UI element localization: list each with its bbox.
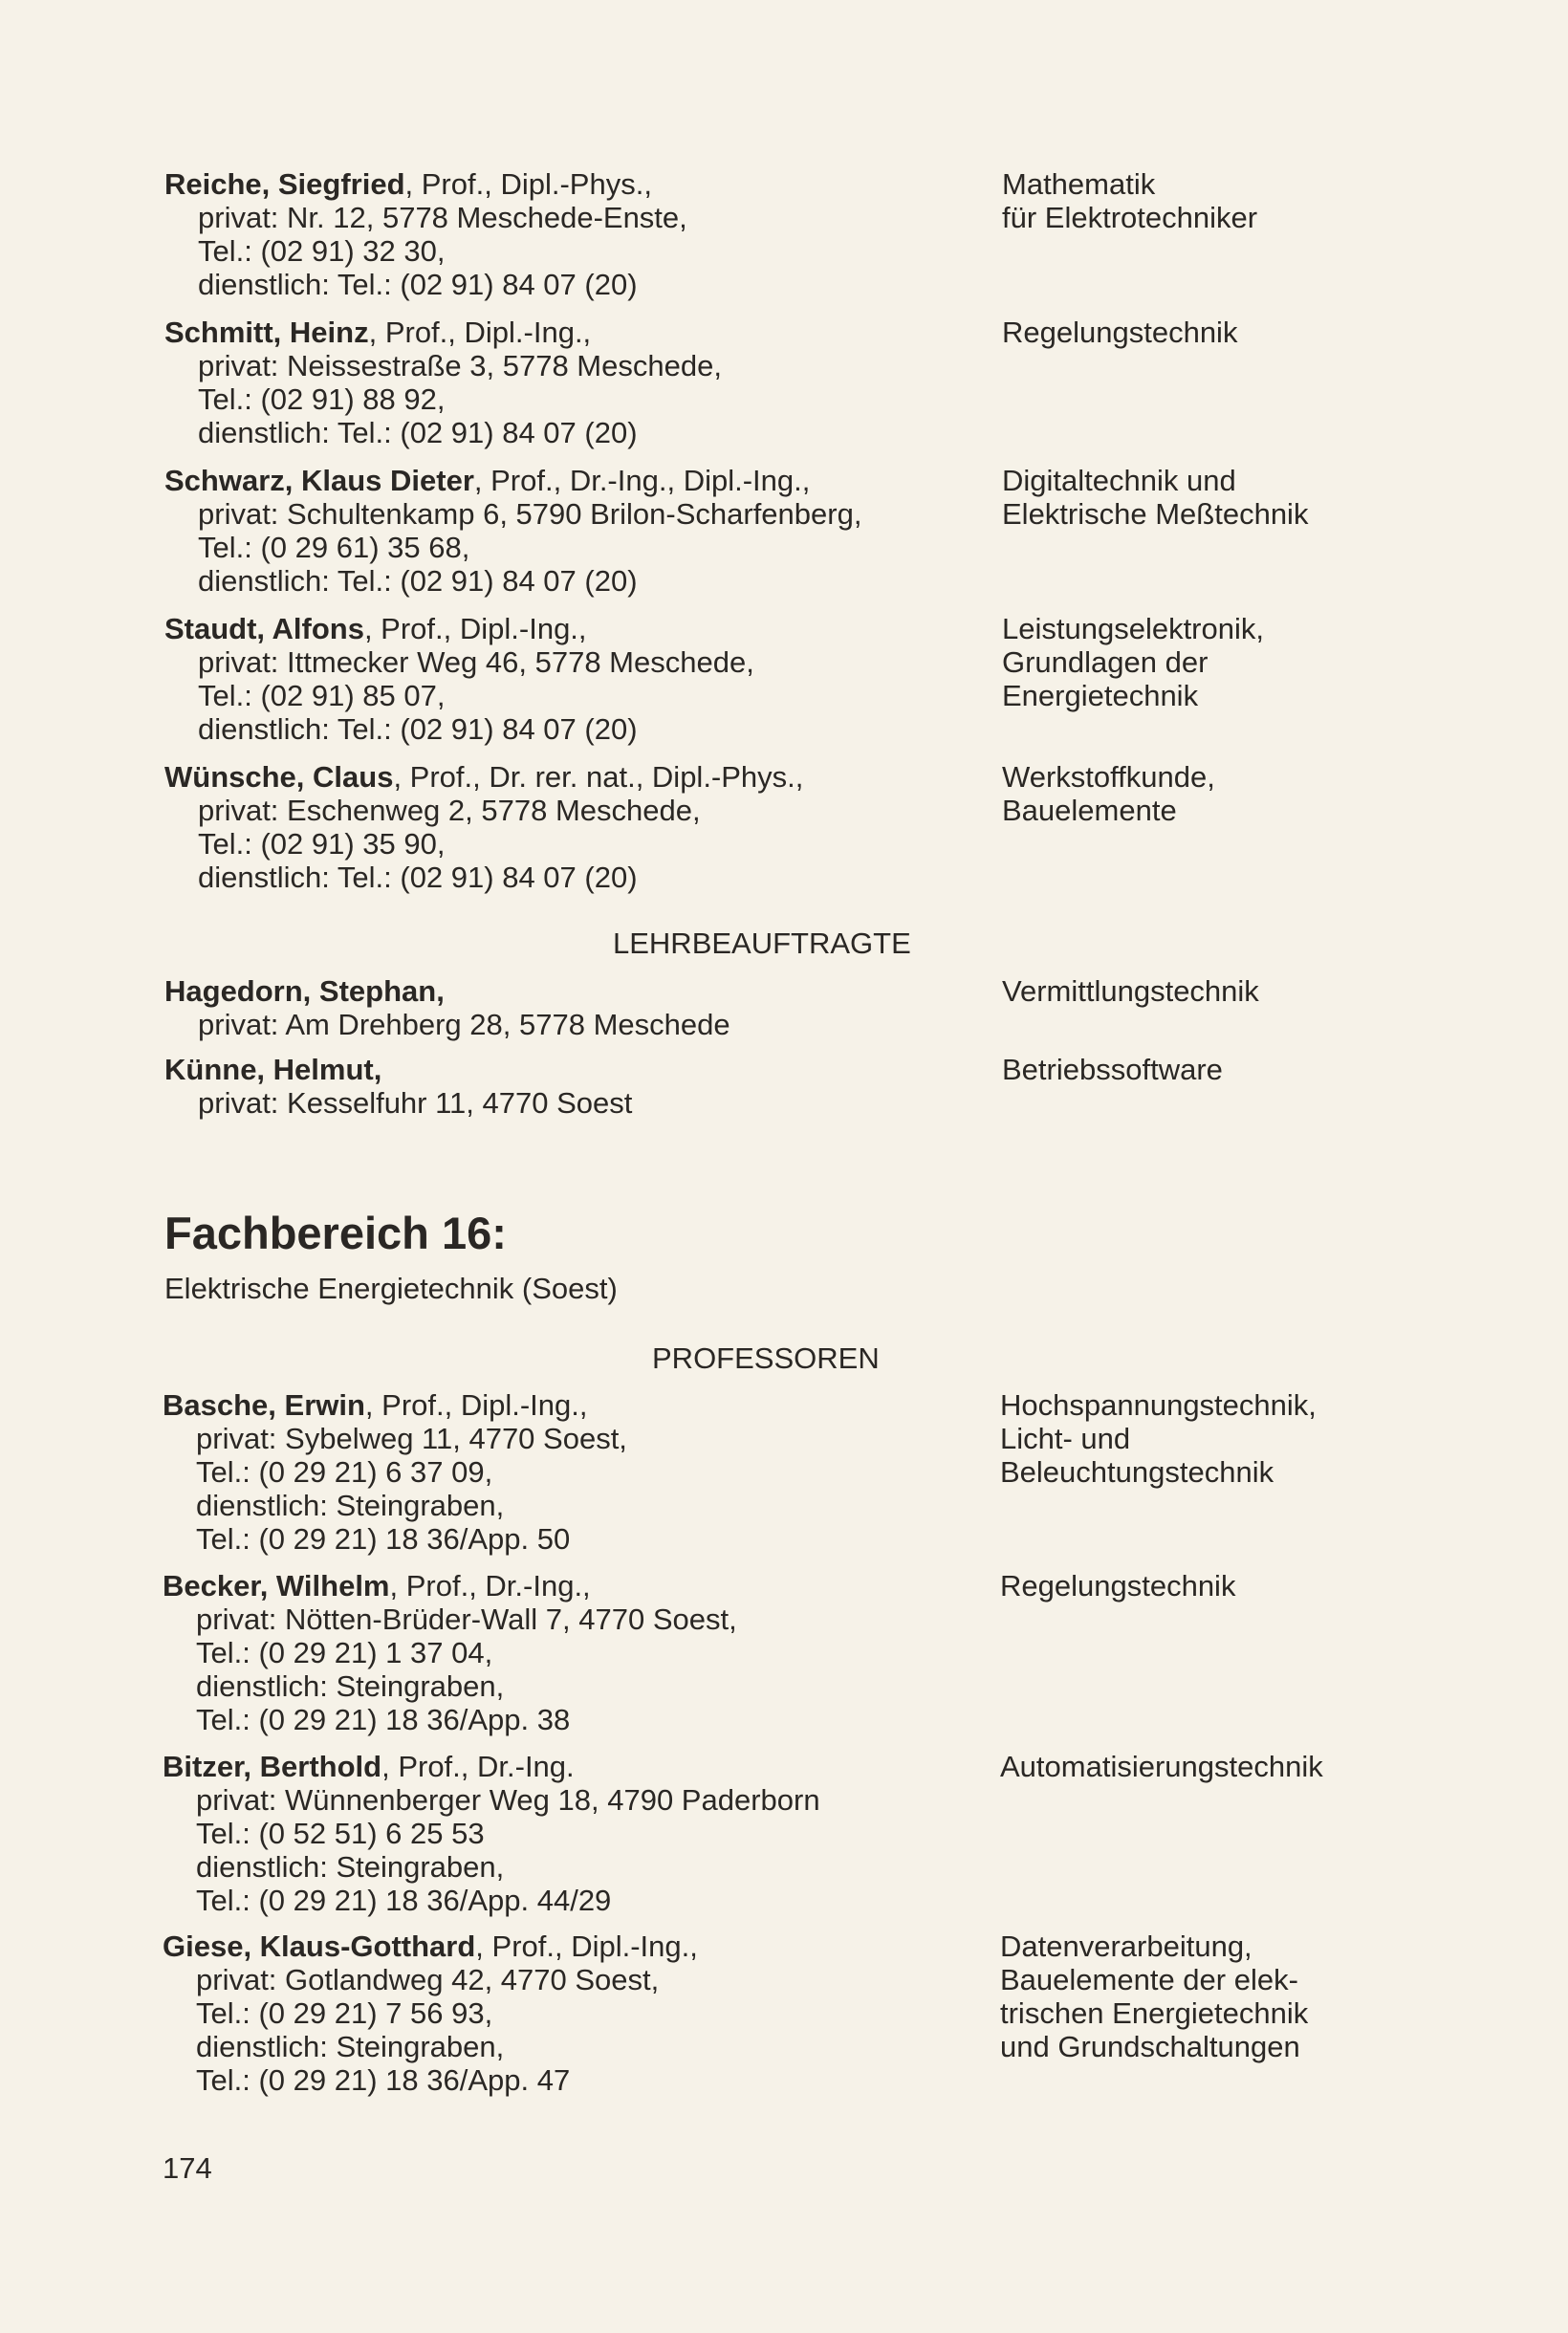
address-line: privat: Kesselfuhr 11, 4770 Soest	[198, 1086, 633, 1120]
subject-line: Hochspannungstechnik,	[1000, 1388, 1317, 1422]
office-phone-line: Tel.: (0 29 21) 18 36/App. 44/29	[196, 1884, 612, 1917]
address-line: privat: Eschenweg 2, 5778 Meschede,	[198, 794, 701, 827]
person-name: Reiche, Siegfried	[164, 167, 405, 201]
subject-line: trischen Energietechnik	[1000, 1996, 1309, 2030]
subject-line: Elektrische Meßtechnik	[1002, 497, 1309, 531]
phone-line: Tel.: (0 29 21) 1 37 04,	[196, 1636, 493, 1669]
office-line: dienstlich: Tel.: (02 91) 84 07 (20)	[198, 861, 638, 894]
person-title: , Prof., Dipl.-Ing.,	[364, 1388, 588, 1422]
office-line: dienstlich: Tel.: (02 91) 84 07 (20)	[198, 712, 638, 746]
fachbereich-subtitle: Elektrische Energietechnik (Soest)	[164, 1272, 618, 1305]
subject-line: Leistungselektronik,	[1002, 612, 1264, 645]
person-title: , Prof., Dipl.-Ing.,	[368, 316, 592, 349]
office-phone-line: Tel.: (0 29 21) 18 36/App. 50	[196, 1522, 571, 1556]
subject-line: Datenverarbeitung,	[1000, 1930, 1252, 1963]
office-line: dienstlich: Steingraben,	[196, 1850, 505, 1884]
person-name: Wünsche, Claus	[164, 760, 394, 794]
subject-line: und Grundschaltungen	[1000, 2030, 1300, 2063]
office-line: dienstlich: Steingraben,	[196, 1669, 505, 1703]
person-title: , Prof., Dr.-Ing., Dipl.-Ing.,	[473, 464, 811, 497]
page-number: 174	[163, 2151, 212, 2185]
subject-line: Mathematik	[1002, 167, 1156, 201]
subject-line: Regelungstechnik	[1000, 1569, 1236, 1603]
subject-line: Regelungstechnik	[1002, 316, 1238, 349]
office-line: dienstlich: Steingraben,	[196, 2030, 505, 2063]
office-line: dienstlich: Tel.: (02 91) 84 07 (20)	[198, 268, 638, 301]
person-title: , Prof., Dipl.-Ing.,	[363, 612, 587, 645]
subject-line: für Elektrotechniker	[1002, 201, 1258, 234]
address-line: privat: Wünnenberger Weg 18, 4790 Paderborn	[196, 1783, 820, 1817]
subject-line: Digitaltechnik und	[1002, 464, 1236, 497]
phone-line: Tel.: (02 91) 35 90,	[198, 827, 446, 861]
address-line: privat: Ittmecker Weg 46, 5778 Meschede,	[198, 645, 754, 679]
office-phone-line: Tel.: (0 29 21) 18 36/App. 38	[196, 1703, 571, 1736]
phone-line: Tel.: (0 29 61) 35 68,	[198, 531, 470, 564]
person-title: , Prof., Dr.-Ing.	[381, 1750, 575, 1783]
address-line: privat: Neissestraße 3, 5778 Meschede,	[198, 349, 722, 382]
office-line: dienstlich: Tel.: (02 91) 84 07 (20)	[198, 416, 638, 449]
phone-line: Tel.: (0 29 21) 6 37 09,	[196, 1455, 493, 1489]
person-title: , Prof., Dr. rer. nat., Dipl.-Phys.,	[393, 760, 804, 794]
professoren-heading: PROFESSOREN	[652, 1341, 880, 1375]
person-title: , Prof., Dipl.-Ing.,	[475, 1930, 698, 1963]
phone-line: Tel.: (0 52 51) 6 25 53	[196, 1817, 485, 1850]
address-line: privat: Nötten-Brüder-Wall 7, 4770 Soest,	[196, 1603, 737, 1636]
person-title: , Prof., Dr.-Ing.,	[389, 1569, 591, 1603]
office-phone-line: Tel.: (0 29 21) 18 36/App. 47	[196, 2063, 571, 2097]
person-name: Künne, Helmut,	[164, 1053, 382, 1086]
fachbereich-title: Fachbereich 16:	[164, 1208, 507, 1258]
person-name: Bitzer, Berthold	[163, 1750, 382, 1783]
address-line: privat: Gotlandweg 42, 4770 Soest,	[196, 1963, 660, 1996]
address-line: privat: Sybelweg 11, 4770 Soest,	[196, 1422, 627, 1455]
subject-line: Automatisierungstechnik	[1000, 1750, 1323, 1783]
address-line: privat: Am Drehberg 28, 5778 Meschede	[198, 1008, 730, 1041]
person-name: Staudt, Alfons	[164, 612, 364, 645]
phone-line: Tel.: (02 91) 85 07,	[198, 679, 446, 712]
phone-line: Tel.: (0 29 21) 7 56 93,	[196, 1996, 493, 2030]
subject-line: Licht- und	[1000, 1422, 1131, 1455]
person-name: Hagedorn, Stephan,	[164, 974, 445, 1008]
subject-line: Werkstoffkunde,	[1002, 760, 1215, 794]
address-line: privat: Schultenkamp 6, 5790 Brilon-Scharfenberg,	[198, 497, 862, 531]
lehrbeauftragte-heading: LEHRBEAUFTRAGTE	[613, 927, 911, 960]
phone-line: Tel.: (02 91) 88 92,	[198, 382, 446, 416]
person-name: Schmitt, Heinz	[164, 316, 369, 349]
person-name: Giese, Klaus-Gotthard	[163, 1930, 476, 1963]
subject-line: Beleuchtungstechnik	[1000, 1455, 1274, 1489]
address-line: privat: Nr. 12, 5778 Meschede-Enste,	[198, 201, 687, 234]
subject-line: Energietechnik	[1002, 679, 1199, 712]
office-line: dienstlich: Steingraben,	[196, 1489, 505, 1522]
person-name: Basche, Erwin	[163, 1388, 365, 1422]
person-title: , Prof., Dipl.-Phys.,	[404, 167, 652, 201]
subject-line: Grundlagen der	[1002, 645, 1209, 679]
office-line: dienstlich: Tel.: (02 91) 84 07 (20)	[198, 564, 638, 598]
subject-line: Bauelemente der elek-	[1000, 1963, 1298, 1996]
person-name: Becker, Wilhelm	[163, 1569, 390, 1603]
phone-line: Tel.: (02 91) 32 30,	[198, 234, 446, 268]
person-name: Schwarz, Klaus Dieter	[164, 464, 474, 497]
subject-line: Vermittlungstechnik	[1002, 974, 1259, 1008]
subject-line: Betriebssoftware	[1002, 1053, 1223, 1086]
subject-line: Bauelemente	[1002, 794, 1177, 827]
